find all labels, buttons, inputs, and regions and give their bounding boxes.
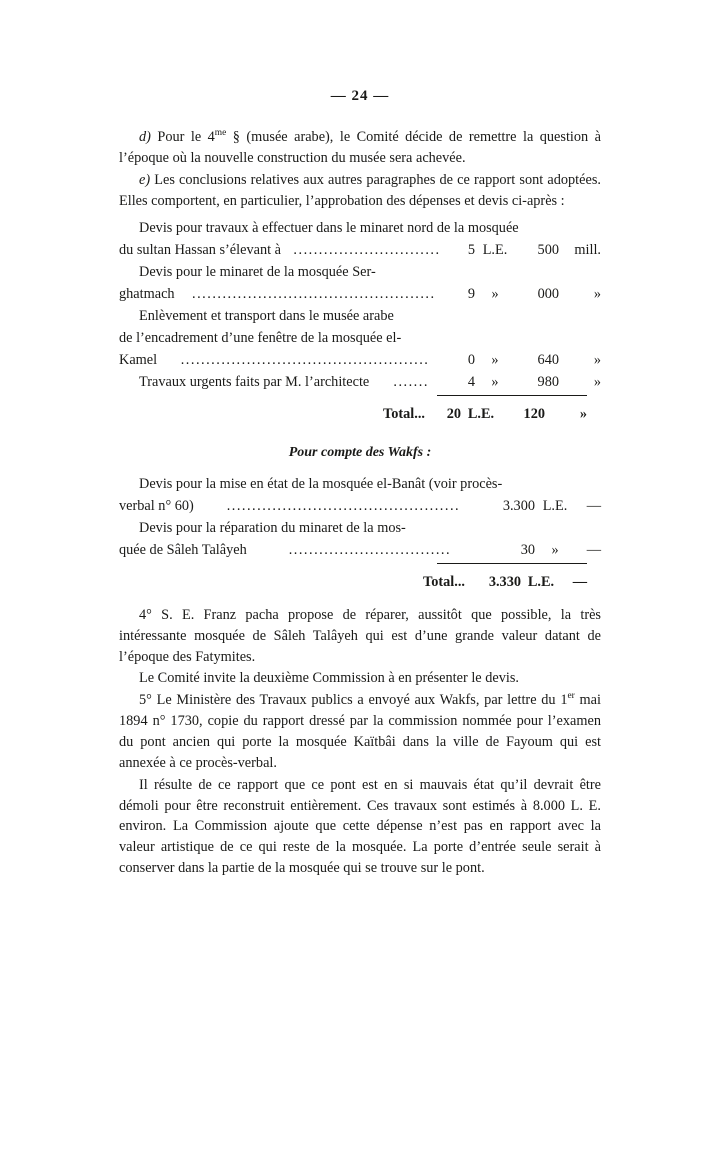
ledger-currency: » — [491, 374, 499, 391]
paragraph-e-text: Les conclusions relatives aux autres paragraphes de ce rapport sont adoptées. Elles comportent, en particulier, l’approbation des dépenses et devis ci-après : — [119, 172, 601, 210]
ledger-amount: 9 — [467, 286, 476, 303]
total-amount-group — [435, 404, 587, 425]
paragraph-e — [119, 170, 601, 212]
paragraph-d — [119, 127, 601, 169]
ledger-value: — — [586, 497, 601, 514]
ledger-amount: 4 — [467, 374, 475, 391]
total-unit: » — [579, 406, 587, 423]
ledger-total-row — [119, 404, 601, 425]
page-number: — 24 — — [330, 88, 390, 104]
ledger-amount: 30 — [520, 541, 536, 558]
item-5-superscript: er — [567, 691, 575, 702]
ledger-description: Devis pour la mise en état de la mosquée el-Banât (voir procès- — [139, 475, 503, 492]
ledger-description: Travaux urgents faits par M. l’architecte — [139, 374, 370, 391]
ledger-description-cont: Kamel — [119, 352, 158, 369]
ledger-value: — — [586, 541, 602, 558]
ledger-value: 000 — [537, 286, 560, 303]
ledger-amount-group — [449, 284, 601, 305]
ledger-value: 640 — [537, 352, 559, 369]
ledger-wakfs — [119, 474, 601, 593]
ledger-description: Devis pour le minaret de la mosquée Ser- — [139, 264, 376, 281]
total-label: Total... — [383, 406, 425, 423]
total-currency: L.E. — [527, 573, 555, 590]
item-5-followup: Il résulte de ce rapport que ce pont est en si mauvais état qu’il devrait être démoli pour être reconstruit entièrement. Ces travaux sont estimés à 8.000 L. E. environ. La Commission ajoute que cette dépense n’est pas en rapport avec la valeur artistique de ce qui reste de la mosquée. La porte d’entrée seule serait à conserver dans la partie de la mosquée qui se trouve sur le pont. — [119, 776, 601, 877]
ledger-description: Devis pour la réparation du minaret de la mos- — [139, 519, 406, 536]
ledger-unit: » — [593, 374, 601, 391]
leader-dots: ............................. — [293, 242, 441, 259]
ledger-currency: » — [491, 352, 499, 369]
total-amount: 3.330 — [488, 573, 521, 590]
paragraph-d-text1: Pour le 4 — [150, 129, 215, 145]
item-5-pre: 5° Le Ministère des Travaux publics a envoyé aux Wakfs, par lettre du 1 — [139, 692, 568, 709]
paragraph-d-label: d) — [139, 129, 151, 145]
ledger-amount-group — [489, 540, 601, 561]
page-content — [119, 105, 601, 879]
ledger-amount-group — [449, 372, 601, 393]
ledger-description-cont: verbal n° 60) — [119, 497, 194, 514]
ledger-currency: » — [491, 286, 499, 303]
ledger-description-cont: ghatmach — [119, 286, 175, 303]
document-page — [0, 88, 720, 1163]
ledger-unit: » — [593, 286, 602, 303]
ledger-value: 980 — [537, 374, 559, 391]
leader-dots: ................................................. — [180, 352, 430, 369]
total-amount-group — [475, 572, 587, 593]
ledger-description: Enlèvement et transport dans le musée arabe — [139, 308, 394, 325]
total-rule — [437, 395, 587, 396]
paragraph-d-superscript: me — [214, 128, 227, 139]
closing-items — [119, 605, 601, 879]
ledger-row — [119, 518, 601, 539]
leader-dots: ................................ — [288, 541, 452, 558]
ledger-row — [119, 306, 601, 327]
ledger-unit: mill. — [574, 242, 601, 259]
ledger-amount-group — [489, 496, 601, 517]
item-4-followup: Le Comité invite la deuxième Commission à en présenter le devis. — [139, 670, 519, 687]
total-rule — [437, 563, 587, 564]
leader-dots: .............................................. — [226, 497, 461, 514]
item-5-post: mai 1894 n° 1730, copie du rapport dressé par la commission nommée pour l’examen du pont ancien qui porte la mosquée Kaïtbâi dans la ville de Fayoum qui est annexée à ce procès-verbal. — [119, 692, 601, 771]
ledger-amount-group — [449, 240, 601, 261]
ledger-value: 500 — [537, 242, 559, 259]
leader-dots: ....... — [393, 374, 429, 391]
paragraph-d-text2: § (musée arabe), le Comité décide de remettre la question à l’époque où la nouvelle construction du musée sera achevée. — [119, 129, 601, 167]
ledger-description-cont: de l’encadrement d’une fenêtre de la mosquée el- — [119, 330, 402, 347]
ledger-row — [119, 350, 601, 371]
ledger-currency: L.E. — [542, 497, 568, 514]
ledger-row — [119, 372, 601, 393]
ledger-description-cont: quée de Sâleh Talâyeh — [119, 541, 247, 558]
total-value: — — [572, 573, 587, 590]
ledger-amount-group — [449, 350, 601, 371]
ledger-row — [119, 240, 601, 261]
ledger-committee — [119, 218, 601, 425]
ledger-currency: L.E. — [482, 242, 508, 259]
ledger-description: Devis pour travaux à effectuer dans le minaret nord de la mosquée — [139, 220, 519, 237]
ledger-unit: » — [593, 352, 601, 369]
ledger-row — [119, 474, 601, 495]
ledger-row — [119, 284, 601, 305]
ledger-row — [119, 262, 601, 283]
ledger-amount: 0 — [467, 352, 475, 369]
ledger-amount: 3.300 — [502, 497, 535, 514]
ledger-row — [119, 218, 601, 239]
item-4: 4° S. E. Franz pacha propose de réparer, aussitôt que possible, la très intéressante mosquée de Sâleh Talâyeh qui est d’une grande valeur datant de l’époque des Fatymites. — [119, 606, 601, 665]
paragraph-e-label: e) — [139, 172, 151, 189]
ledger-row — [119, 540, 601, 561]
item-5 — [119, 690, 601, 773]
ledger-description-cont: du sultan Hassan s’élevant à — [119, 242, 281, 259]
total-label: Total... — [423, 573, 465, 590]
ledger-row — [119, 496, 601, 517]
total-currency: L.E. — [467, 406, 495, 423]
ledger-row — [119, 328, 601, 349]
ledger-total-row — [119, 572, 601, 593]
section-title-wakfs: Pour compte des Wakfs : — [288, 445, 432, 461]
total-amount: 20 — [446, 406, 461, 423]
ledger-amount: 5 — [467, 242, 475, 259]
total-value: 120 — [523, 406, 545, 423]
ledger-currency: » — [551, 541, 559, 558]
leader-dots: ................................................ — [192, 286, 436, 303]
